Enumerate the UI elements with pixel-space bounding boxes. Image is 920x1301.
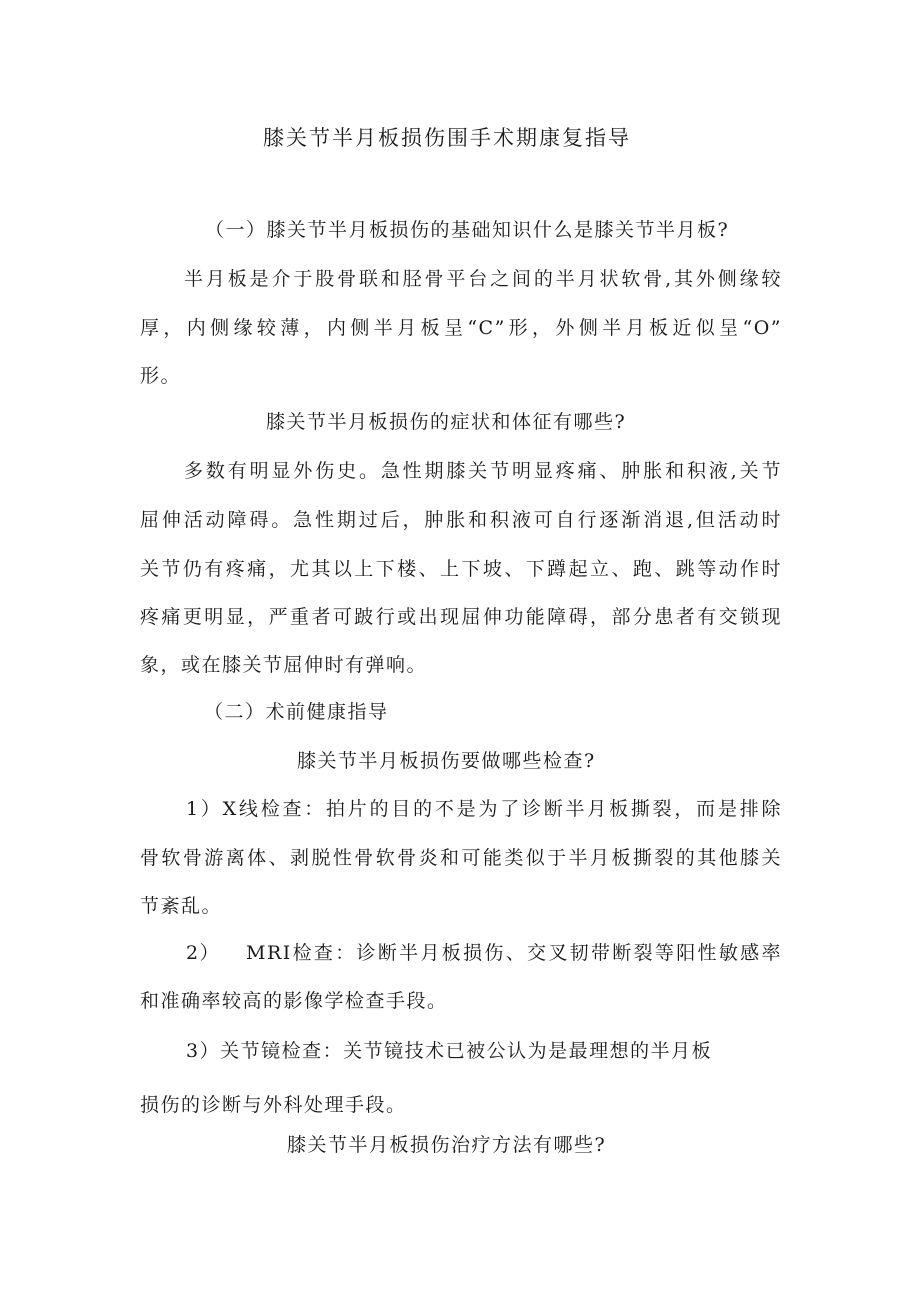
section2-subheading: 膝关节半月板损伤要做哪些检查? [297,750,596,772]
section2-heading: （二）术前健康指导 [204,701,389,723]
item2-number: 2） [186,942,221,964]
section2-subheading2: 膝关节半月板损伤治疗方法有哪些? [287,1134,607,1156]
document-title: 膝关节半月板损伤围手术期康复指导 [263,126,631,150]
item2-line1: MRI检查：诊断半月板损伤、交叉韧带断裂等阳性敏感率 [246,942,782,964]
item2-line2: 和准确率较高的影像学检查手段。 [140,990,448,1012]
item3-line1: 3）关节镜检查：关节镜技术已被公认为是最理想的半月板 [186,1040,713,1062]
para2-line3: 关节仍有疼痛，尤其以上下楼、上下坡、下蹲起立、跑、跳等动作时 [140,558,782,580]
para1-line2: 厚，内侧缘较薄，内侧半月板呈“C”形，外侧半月板近似呈“O” [140,317,782,339]
item3-line2: 损伤的诊断与外科处理手段。 [140,1094,407,1116]
item1-line2: 骨软骨游离体、剥脱性骨软骨炎和可能类似于半月板撕裂的其他膝关 [140,847,782,869]
para2-line5: 象，或在膝关节屈伸时有弹响。 [140,654,428,676]
para2-line1: 多数有明显外伤史。急性期膝关节明显疼痛、肿胀和积液,关节 [184,460,782,482]
section1-heading: （一）膝关节半月板损伤的基础知识什么是膝关节半月板? [205,219,730,241]
section1-subheading: 膝关节半月板损伤的症状和体征有哪些? [266,411,627,433]
para1-line1: 半月板是介于股骨联和胫骨平台之间的半月状软骨,其外侧缘较 [184,268,782,290]
item1-line3: 节紊乱。 [140,895,223,917]
item1-line1: 1）X线检查：拍片的目的不是为了诊断半月板撕裂，而是排除 [186,798,782,820]
para2-line2: 屈伸活动障碍。急性期过后，肿胀和积液可自行逐渐消退,但活动时 [140,509,782,531]
para2-line4: 疼痛更明显，严重者可跛行或出现屈伸功能障碍，部分患者有交锁现 [140,606,782,628]
para1-line3: 形。 [140,365,182,387]
